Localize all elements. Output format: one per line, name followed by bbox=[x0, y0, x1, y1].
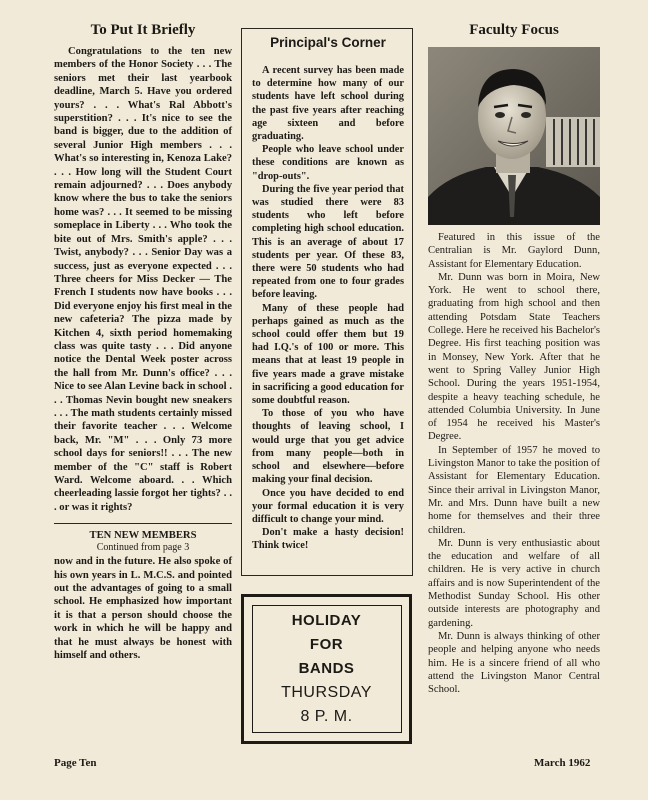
issue-date: March 1962 bbox=[534, 757, 591, 769]
column-to-put-it-briefly bbox=[54, 18, 232, 662]
thursday-line: THURSDAY bbox=[281, 684, 372, 701]
holiday-line: HOLIDAY bbox=[291, 612, 362, 629]
heading-to-put-it-briefly: To Put It Briefly bbox=[90, 22, 196, 38]
time-line: 8 P. M. bbox=[300, 708, 353, 725]
heading-faculty-focus: Faculty Focus bbox=[469, 22, 559, 38]
principals-paragraph: Once you have decided to end your formal education it is very difficult to change your mind. bbox=[252, 487, 404, 525]
principals-paragraph: To those of you who have thoughts of leaving school, I would urge that you get advice from many people—both in school and elsewhere—before making your final decision. bbox=[252, 408, 404, 486]
principals-corner-box bbox=[241, 28, 413, 576]
principals-paragraph: People who leave school under these conditions are known as "drop-outs". bbox=[252, 144, 404, 182]
principals-paragraph: Many of these people had perhaps gained as much as the school could offer them but 19 had I.Q.'s of 100 or more. This means that at least 19 people in five years made a grave mistake in sacrificing a good education for some doubtful reason. bbox=[252, 302, 404, 407]
principals-corner-title: Principal's Corner bbox=[270, 35, 386, 50]
principals-paragraph: During the five year period that was studied there were 83 students who left before completing high school education. This is an average of about 17 students per year. Of these 83, there were 50 students who had repeated from one to four grades before leaving. bbox=[252, 183, 404, 301]
continued-note: Continued from page 3 bbox=[96, 542, 190, 554]
faculty-paragraph: Mr. Dunn was born in Moira, New York. He went to school there, graduating from high school and then attending Potsdam State Teachers College. Here he received his Bachelor's Degree. His first teaching position was in Monsey, New York. After that he went to Spring Valley Junior High School. During the years 1951-1954, despite a heavy teaching schedule, he attended Columbia University. In June of 1954 he received his Master's Degree. bbox=[428, 271, 600, 443]
ten-new-members-heading: TEN NEW MEMBERS bbox=[89, 530, 197, 542]
principals-paragraph: A recent survey has been made to determine how many of our students have left school during the past five years after reaching age sixteen and before graduating. bbox=[252, 65, 404, 143]
holiday-for-bands-box bbox=[241, 594, 412, 744]
faculty-paragraph: Mr. Dunn is very enthusiastic about the education and welfare of all children. He is very active in church affairs and is now Superintendent of the Methodist Sunday School. His other outside interests are photography and gardening. bbox=[428, 537, 600, 629]
bands-line: BANDS bbox=[298, 660, 355, 677]
holiday-box-inner bbox=[252, 605, 402, 733]
faculty-paragraph: Featured in this issue of the Centralian is Mr. Gaylord Dunn, Assistant for Elementary Education. bbox=[428, 232, 600, 270]
principals-paragraph: Don't make a hasty decision! Think twice! bbox=[252, 527, 404, 552]
for-line: FOR bbox=[309, 636, 344, 653]
faculty-paragraph: Mr. Dunn is always thinking of other people and helping anyone who needs him. He is a sincere friend of all who attend the Livingston Manor Central School. bbox=[428, 630, 600, 696]
column-faculty-focus bbox=[428, 18, 600, 696]
section-divider bbox=[54, 523, 232, 524]
briefly-text: Congratulations to the ten new members of the Honor Society . . . The seniors met their last yearbook deadline, March 5. Have you ordered yours? . . . What's Ral Abbott's superstition? . . . It's nice to see the band is bigger, due to the addition of several Junior High members . . . What's so interesting in, Kenoza Lake? . . . How long will the Student Court remain adjourned? . . . Does anybody know where the bus to take the seniors home was? . . . It seemed to be missing someplace in Liberty . . . Who took the bite out of Mrs. Smith's apple? . . . Twist, anybody? . . . Senior Day was a success, just as everyone expected . . . Three cheers for Miss Decker — The French I students now have books . . . Did everyone enjoy his first meal in the new cafeteria? The pizza made by Kitchen 4, sixth period homemaking class was quite tasty . . . Did anyone notice the Dental Week poster across the hall from Mr. Dunn's office? . . . Nice to see Alan Levine back in school . . . Thomas Nevin bought new sneakers . . . The math students certainly missed their favorite teacher . . . Welcome back, Mr. "M" . . . Only 73 more school days for seniors!! . . . The new member of the "C" staff is Robert Ward. Welcome aboard. . . Which cheerleading lassie forgot her tights? . . . or was it rights? bbox=[54, 46, 232, 513]
ten-new-members-text: now and in the future. He also spoke of his own years in L. M.C.S. and pointed out the advantages of going to a small school. He emphasized how important it is that a person should choose the work in which he will be happy and that he must always be honest with himself and others. bbox=[54, 556, 232, 662]
faculty-paragraph: In September of 1957 he moved to Livingston Manor to take the position of Assistant for Elementary Education. Since their arrival in Livingston Manor, Mr. and Mrs. Dunn have built a new home for themselves and their three children. bbox=[428, 444, 600, 536]
portrait-image bbox=[428, 47, 600, 225]
page-number: Page Ten bbox=[54, 757, 97, 769]
portrait-photo bbox=[428, 47, 600, 225]
